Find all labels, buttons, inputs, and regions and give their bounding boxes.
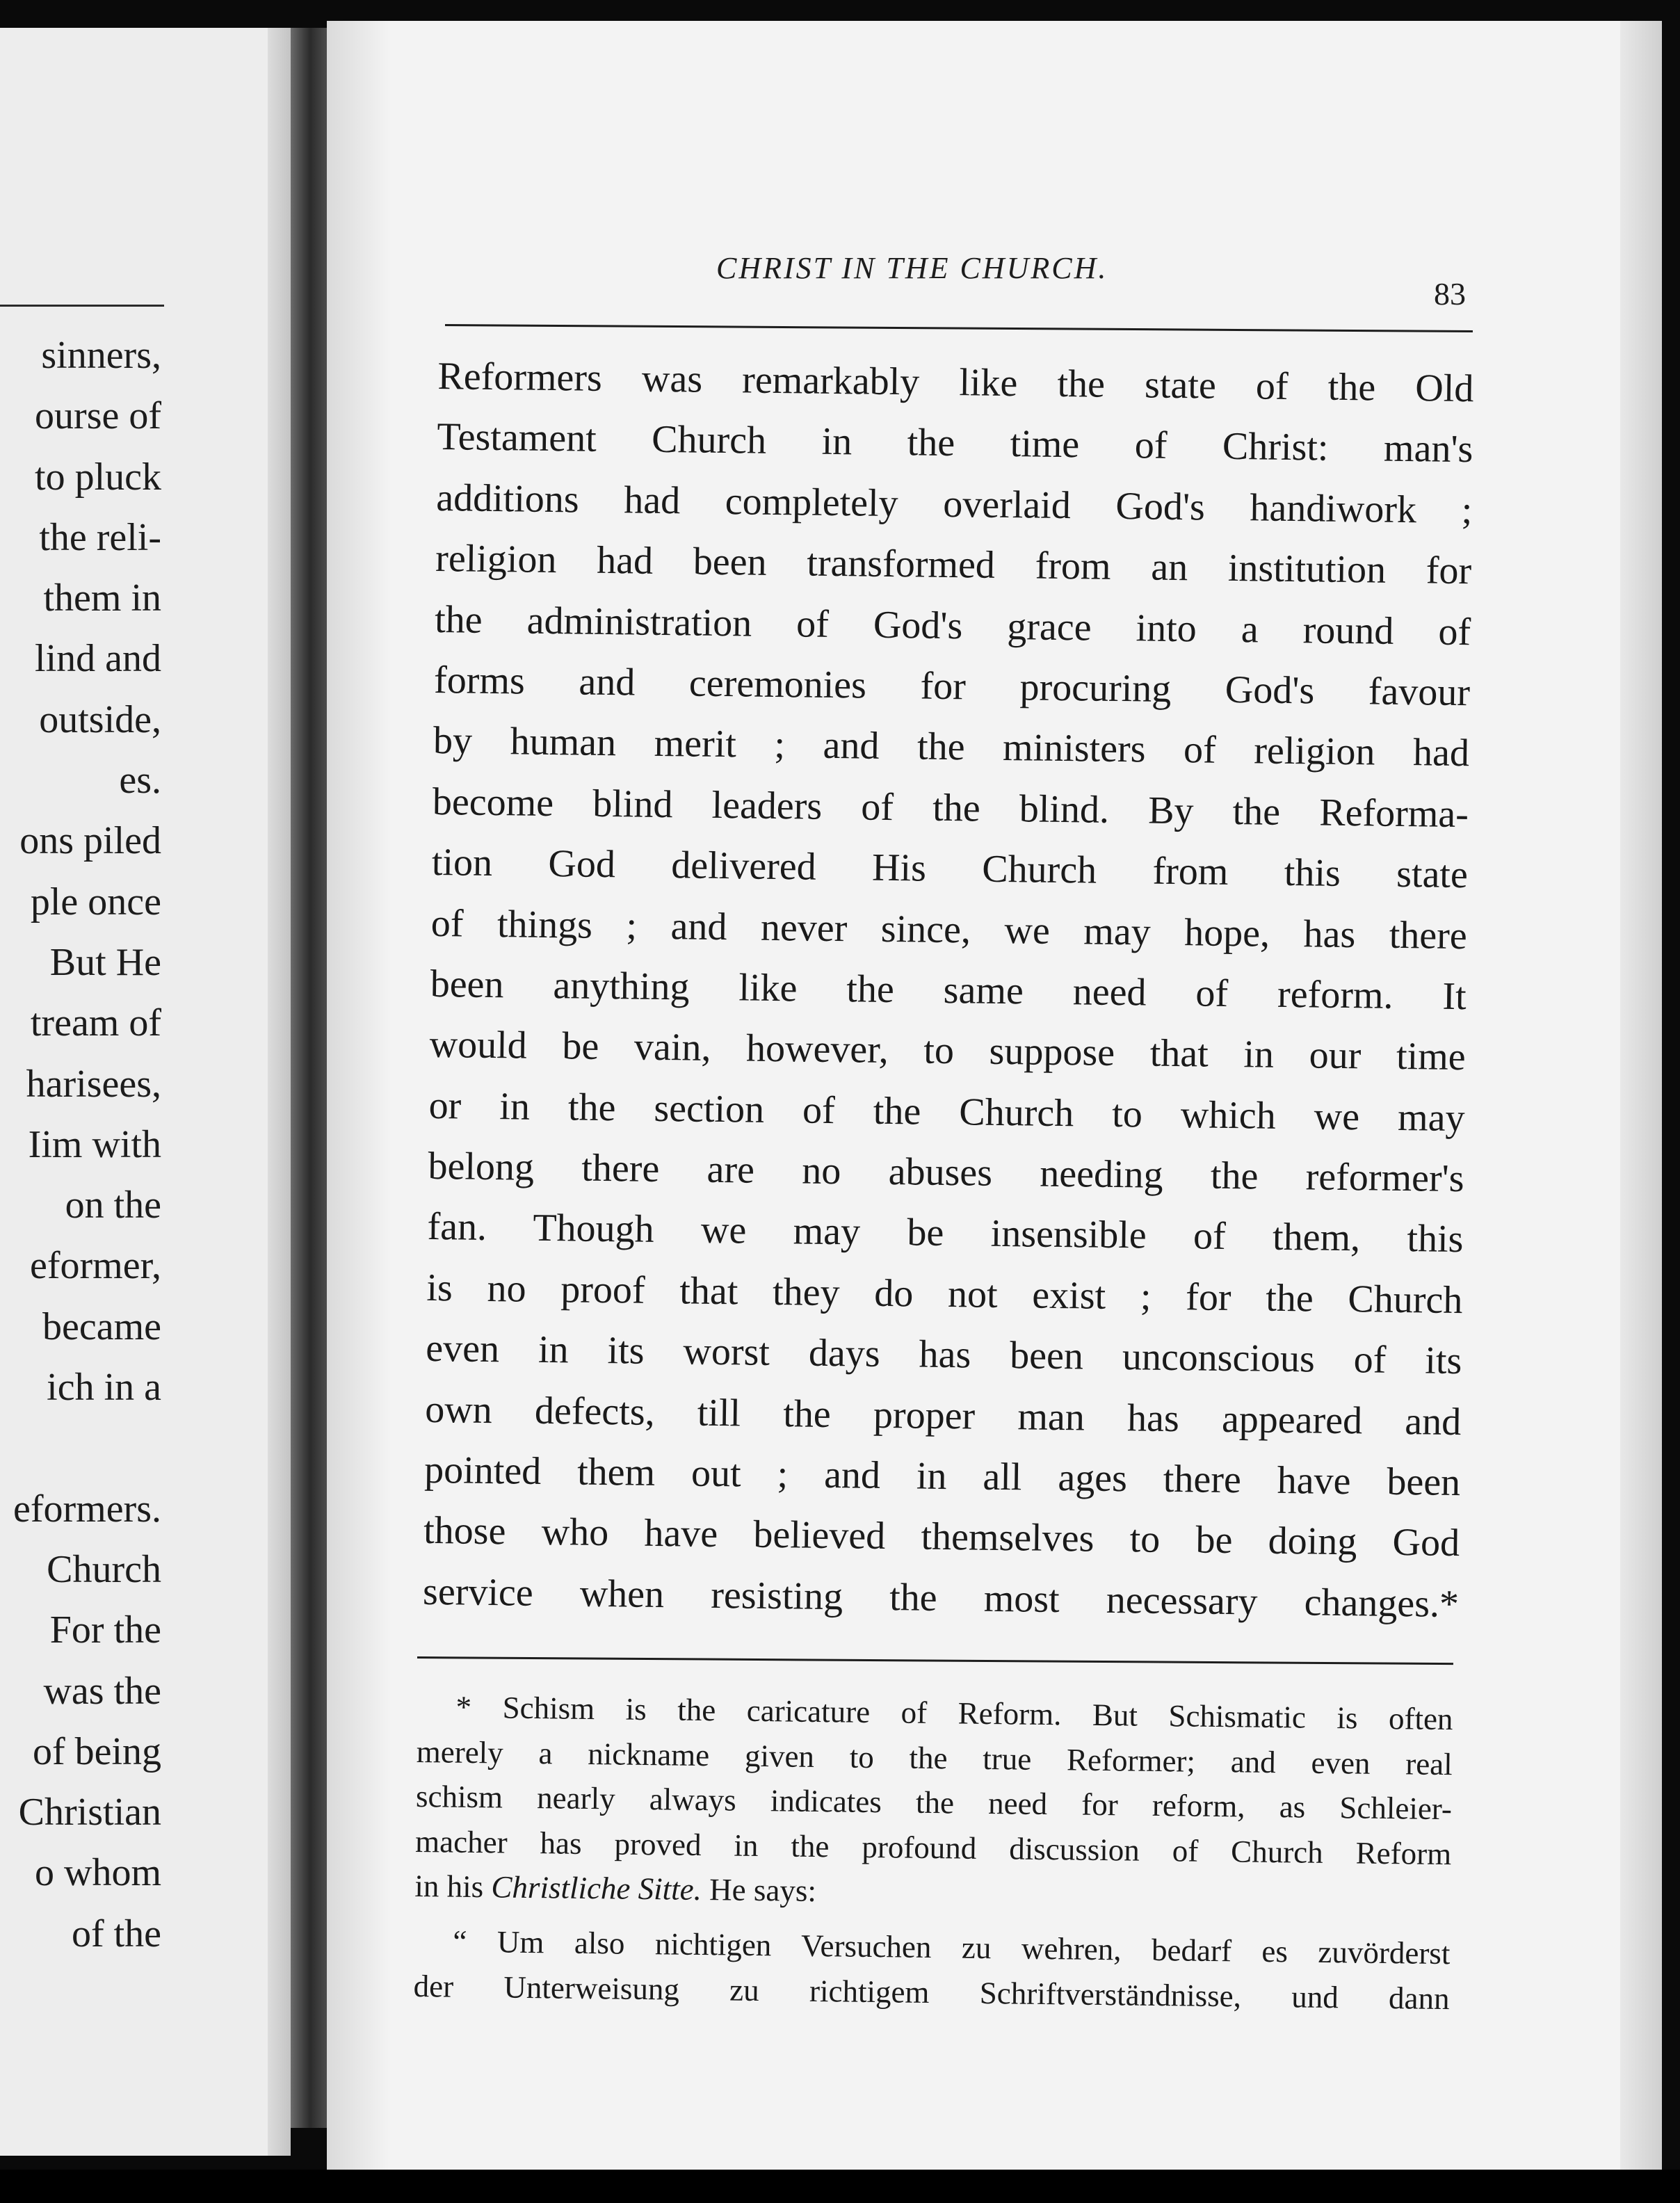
body-line: Testament Church in the time of Christ: man's (437, 415, 1473, 471)
footnote-line-prefix: in his (414, 1869, 484, 1905)
footnote-line-suffix: He says: (709, 1872, 817, 1909)
footnote-rule (417, 1656, 1453, 1665)
footnote-line: macher has proved in the profound discussion of Church Reform (414, 1823, 1452, 1871)
body-line: by human merit ; and the ministers of religion had (433, 719, 1470, 775)
left-line: ons piled (19, 819, 161, 863)
page-number: 83 (1434, 276, 1466, 312)
body-line: or in the section of the Church to which we may (428, 1083, 1465, 1140)
left-line: harisees, (26, 1062, 161, 1106)
footnote-line: merely a nickname given to the true Reformer; and even real (416, 1734, 1453, 1782)
left-page-rule (0, 305, 164, 307)
left-line: of the (71, 1912, 161, 1955)
footnote-line: schism nearly always indicates the need for reform, as Schleier- (415, 1779, 1453, 1827)
left-line: Iim with (28, 1122, 161, 1166)
left-line: outside, (39, 697, 161, 741)
footnote-quote-line: der Unterweisung zu richtigem Schriftverständnisse, und dann (413, 1968, 1450, 2016)
left-page-edge (268, 28, 291, 2156)
left-line: But He (49, 940, 161, 984)
body-line: fan. Though we may be insensible of them, this (427, 1205, 1464, 1261)
left-page-text (0, 325, 161, 1964)
right-page-edge (1620, 21, 1662, 2170)
footnote-book-title: Christliche Sitte. (491, 1869, 702, 1907)
left-line: eformer, (30, 1244, 161, 1288)
body-line: even in its worst days has been unconscious of its (426, 1327, 1462, 1383)
left-line: tream of (30, 1001, 161, 1045)
body-line: those who have believed themselves to be doing God (423, 1509, 1460, 1565)
body-line: belong there are no abuses needing the reformer's (428, 1144, 1464, 1201)
left-line: sinners, (41, 334, 161, 377)
body-line: would be vain, however, to suppose that in our time (429, 1023, 1466, 1079)
left-line: the reli- (39, 515, 161, 559)
left-line: on the (65, 1184, 161, 1227)
left-line: ple once (30, 880, 161, 923)
left-line: was the (43, 1669, 161, 1713)
body-line: own defects, till the proper man has appeared and (424, 1387, 1462, 1444)
left-line: of being (32, 1729, 161, 1773)
left-line: ourse of (35, 394, 161, 438)
body-line: service when resisting the most necessary changes.* (422, 1569, 1460, 1626)
left-line: to pluck (35, 455, 161, 499)
left-line: ich in a (47, 1366, 161, 1410)
body-line: is no proof that they do not exist ; for the Church (426, 1266, 1463, 1322)
page-shade (327, 21, 389, 2170)
body-line: pointed them out ; and in all ages there have been (423, 1448, 1461, 1505)
left-line: Church (47, 1547, 161, 1591)
left-line: For the (49, 1608, 161, 1652)
footnote-line: * Schism is the caricature of Reform. But Schismatic is often (455, 1689, 1453, 1737)
footnote (413, 1684, 1453, 2021)
running-head: CHRIST IN THE CHURCH. (716, 251, 1108, 285)
body-line: religion had been transformed from an institution for (435, 537, 1472, 593)
body-line: the administration of God's grace into a round of (434, 597, 1471, 654)
body-line: Reformers was remarkably like the state of the Old (437, 354, 1474, 411)
footnote-quote-line: “ Um also nichtigen Versuchen zu wehren, bedarf es zuvörderst (453, 1923, 1451, 1971)
right-page (327, 21, 1662, 2170)
body-line: additions had completely overlaid God's handiwork ; (435, 476, 1473, 532)
left-line: eformers. (13, 1487, 161, 1531)
body-line: forms and ceremonies for procuring God's favour (433, 658, 1471, 715)
left-line: became (42, 1305, 161, 1348)
left-line (0, 1418, 161, 1478)
left-line: es. (119, 759, 161, 802)
body-line: become blind leaders of the blind. By the Reforma- (432, 780, 1469, 836)
left-line: them in (43, 576, 161, 620)
body-text (423, 346, 1474, 1635)
left-line: lind and (35, 637, 161, 681)
scan-border (0, 2170, 1680, 2203)
left-page (0, 28, 291, 2156)
header-rule (445, 324, 1473, 332)
body-line: of things ; and never since, we may hope, has there (430, 901, 1468, 958)
body-line: tion God delivered His Church from this state (431, 841, 1469, 897)
left-line: o whom (35, 1851, 161, 1895)
body-line: been anything like the same need of reform. It (430, 962, 1467, 1019)
left-line: Christian (18, 1791, 161, 1834)
